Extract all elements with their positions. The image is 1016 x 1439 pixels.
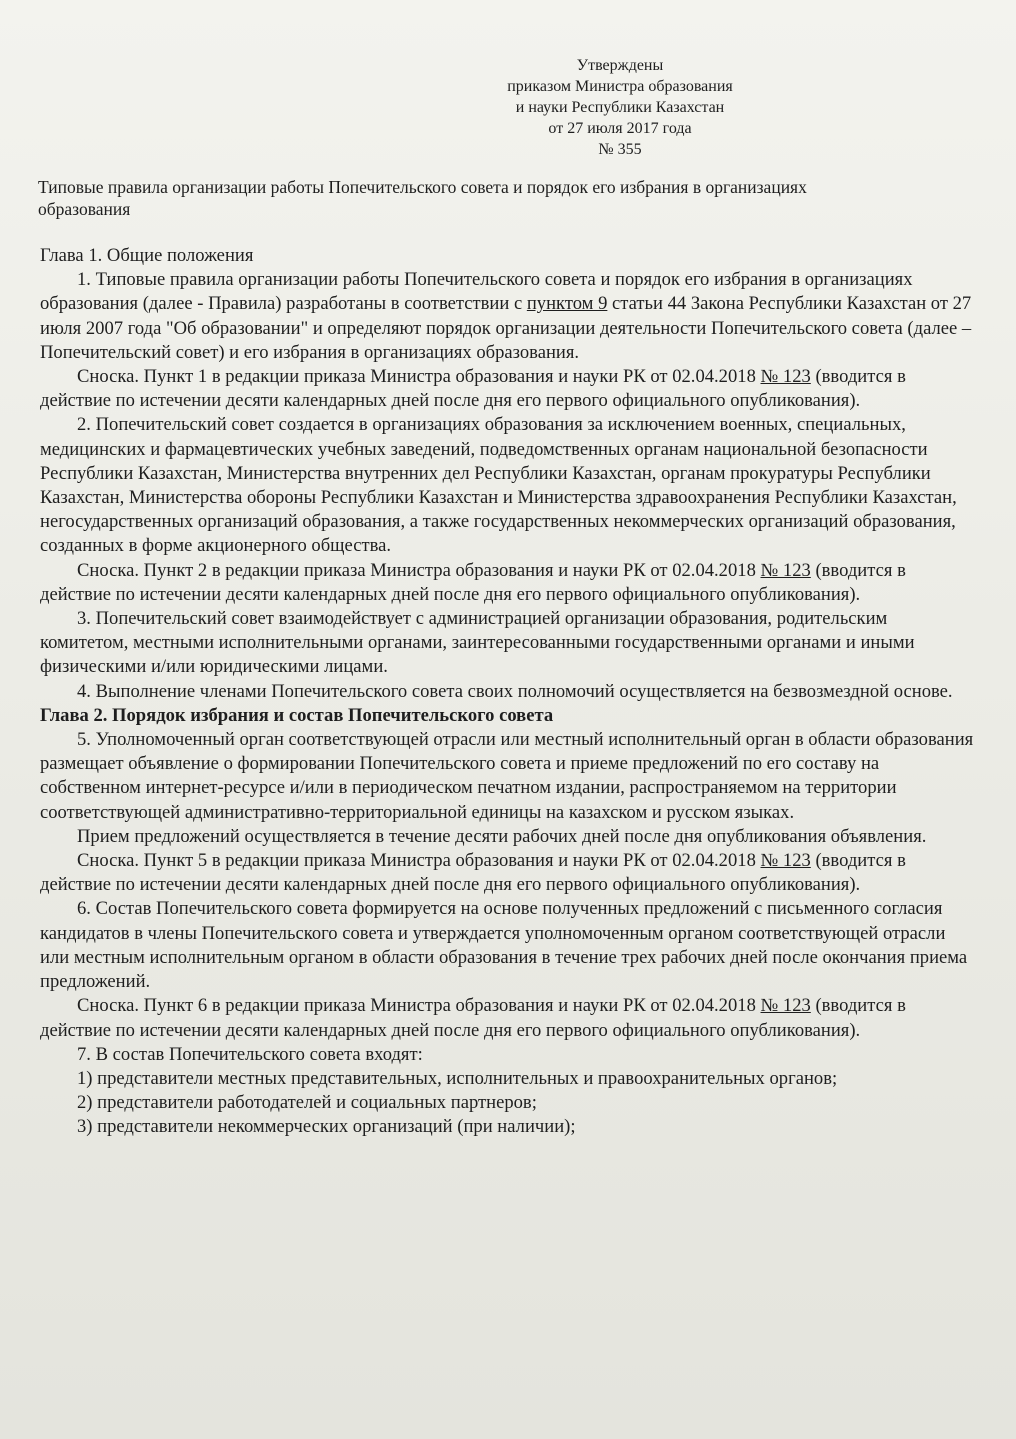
approval-line: Утверждены [576, 57, 664, 74]
footnote-1-text: Сноска. Пункт 1 в редакции приказа Министра образования и науки РК от 02.04.2018 [77, 366, 761, 388]
law-link[interactable]: пунктом 9 [526, 293, 608, 315]
approval-line: приказом Министра образования [507, 78, 733, 95]
list-item: 1) представители местных представительных, исполнительных и правоохранительных органов; [77, 1067, 838, 1089]
paragraph-1-text-end: статьи 44 Закона Республики Казахстан от 27 июля 2007 года "Об образовании" и определяют порядок организации деятельности Попечительского совета (далее – Попечительский совет) и его избрания в организациях образования. [40, 293, 972, 363]
chapter-2-heading: Глава 2. Порядок избрания и состав Попечительского совета [40, 704, 554, 726]
footnote-1-text-end: (вводится в действие по истечении десяти календарных дней после дня его первого официального опубликования). [40, 366, 906, 412]
list-item: 2) представители работодателей и социальных партнеров; [77, 1092, 537, 1114]
chapter-1-heading: Глава 1. Общие положения [40, 245, 254, 266]
document-title: Типовые правила организации работы Попечительского совета и порядок его избрания в организациях образования [38, 177, 807, 219]
order-link[interactable]: № 123 [760, 850, 811, 872]
footnote-5-text-end: (вводится в действие по истечении десяти календарных дней после дня его первого официального опубликования). [40, 850, 906, 896]
footnote-6-text: Сноска. Пункт 6 в редакции приказа Министра образования и науки РК от 02.04.2018 [77, 995, 761, 1017]
approval-line: от 27 июля 2017 года [548, 120, 692, 137]
approval-line: и науки Республики Казахстан [515, 99, 725, 116]
paragraph-3: 3. Попечительский совет взаимодействует с администрацией организации образования, родительским комитетом, местными исполнительными органами, заинтересованными государственными органами и иными физическими и/или юридическими лицами. [40, 608, 915, 678]
footnote-2 [40, 559, 975, 607]
approval-line: № 355 [598, 141, 642, 158]
paragraph-5b: Прием предложений осуществляется в течение десяти рабочих дней после дня опубликования объявления. [77, 825, 927, 847]
paragraph-1 [40, 268, 975, 365]
paragraph-6: 6. Состав Попечительского совета формируется на основе полученных предложений с письменного согласия кандидатов в члены Попечительского совета и утверждается уполномоченным органом соответствующей отрасли или местным исполнительным органом в области образования в течение трех рабочих дней после окончания приема предложений. [40, 898, 968, 993]
paragraph-1-text: 1. Типовые правила организации работы Попечительского совета и порядок его избрания в организациях образования (далее - Правила) разработаны в соответствии с [40, 269, 913, 315]
footnote-5 [40, 849, 975, 897]
order-link[interactable]: № 123 [760, 559, 811, 581]
footnote-2-text-end: (вводится в действие по истечении десяти календарных дней после дня его первого официального опубликования). [40, 559, 906, 605]
footnote-6-text-end: (вводится в действие по истечении десяти календарных дней после дня его первого официального опубликования). [40, 995, 906, 1041]
approval-stamp-block [470, 55, 770, 160]
order-link[interactable]: № 123 [760, 366, 811, 388]
paragraph-5: 5. Уполномоченный орган соответствующей отрасли или местный исполнительный орган в области образования размещает объявление о формировании Попечительского совета и приеме предложений по его составу на собственном интернет-ресурсе и/или в периодическом печатном издании, распространяемом на территории соответствующей административно-территориальной единицы на казахском и русском языках. [40, 729, 974, 823]
footnote-6 [40, 994, 975, 1042]
document-body [40, 244, 975, 1140]
footnote-5-text: Сноска. Пункт 5 в редакции приказа Министра образования и науки РК от 02.04.2018 [77, 850, 761, 872]
order-link[interactable]: № 123 [760, 995, 811, 1017]
paragraph-2: 2. Попечительский совет создается в организациях образования за исключением военных, специальных, медицинских и фармацевтических учебных заведений, подведомственных органам национальной безопасности Республики Казахстан, Министерства внутренних дел Республики Казахстан, органам прокуратуры Республики Казахстан, Министерства обороны Республики Казахстан и Министерства здравоохранения Республики Казахстан, негосударственных организаций образования, а также государственных некоммерческих организаций образования, созданных в форме акционерного общества. [40, 414, 957, 557]
footnote-1 [40, 365, 975, 413]
paragraph-7: 7. В состав Попечительского совета входят: [77, 1043, 423, 1065]
list-item: 3) представители некоммерческих организаций (при наличии); [77, 1116, 576, 1138]
paragraph-4: 4. Выполнение членами Попечительского совета своих полномочий осуществляется на безвозмездной основе. [77, 680, 953, 702]
footnote-2-text: Сноска. Пункт 2 в редакции приказа Министра образования и науки РК от 02.04.2018 [77, 559, 761, 581]
